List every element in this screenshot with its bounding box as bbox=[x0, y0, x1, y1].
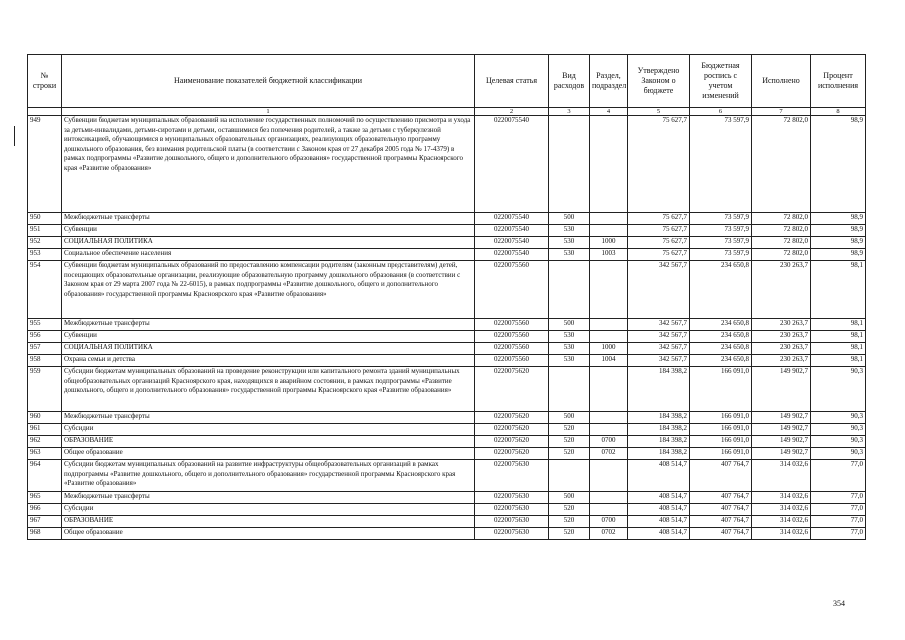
target-article-cell: 0220075620 bbox=[475, 424, 549, 436]
expense-type-cell: 500 bbox=[549, 492, 590, 504]
section-cell: 1003 bbox=[590, 249, 628, 261]
table-row bbox=[28, 225, 866, 237]
percent-cell: 98,1 bbox=[811, 319, 866, 331]
target-article-cell: 0220075540 bbox=[475, 213, 549, 225]
executed-amount-cell: 314 032,6 bbox=[752, 460, 811, 492]
executed-amount-cell: 314 032,6 bbox=[752, 504, 811, 516]
indicator-name-cell: Социальное обеспечение населения bbox=[62, 249, 475, 261]
indicator-name-cell: Субсидии бюджетам муниципальных образований на развитие инфраструктуры общеобразовательных организаций в рамках подпрограммы «Развитие дошкольного, общего и дополнительного образования» государственной программы Красноярского края «Развитие образования» bbox=[62, 460, 475, 492]
budget-execution-table bbox=[27, 54, 866, 540]
table-row bbox=[28, 504, 866, 516]
executed-amount-cell: 230 263,7 bbox=[752, 343, 811, 355]
approved-amount-cell: 184 398,2 bbox=[628, 448, 690, 460]
column-number: 7 bbox=[752, 108, 811, 116]
expense-type-cell: 520 bbox=[549, 436, 590, 448]
budget-list-amount-cell: 73 597,9 bbox=[690, 237, 752, 249]
section-cell bbox=[590, 367, 628, 412]
budget-list-amount-cell: 407 764,7 bbox=[690, 492, 752, 504]
header-section: Раздел, подраздел bbox=[590, 55, 628, 108]
budget-list-amount-cell: 166 091,0 bbox=[690, 436, 752, 448]
executed-amount-cell: 149 902,7 bbox=[752, 448, 811, 460]
executed-amount-cell: 72 802,0 bbox=[752, 225, 811, 237]
section-cell bbox=[590, 424, 628, 436]
column-number: 2 bbox=[475, 108, 549, 116]
row-number-cell: 964 bbox=[28, 460, 62, 492]
executed-amount-cell: 149 902,7 bbox=[752, 436, 811, 448]
indicator-name-cell: Субсидии bbox=[62, 504, 475, 516]
section-cell bbox=[590, 213, 628, 225]
expense-type-cell: 500 bbox=[549, 213, 590, 225]
table-row bbox=[28, 355, 866, 367]
percent-cell: 98,9 bbox=[811, 249, 866, 261]
executed-amount-cell: 230 263,7 bbox=[752, 331, 811, 343]
indicator-name-cell: Субвенции bbox=[62, 331, 475, 343]
section-cell bbox=[590, 331, 628, 343]
percent-cell: 90,3 bbox=[811, 424, 866, 436]
percent-cell: 98,1 bbox=[811, 343, 866, 355]
table-row bbox=[28, 516, 866, 528]
row-number-cell: 957 bbox=[28, 343, 62, 355]
section-cell bbox=[590, 319, 628, 331]
approved-amount-cell: 184 398,2 bbox=[628, 424, 690, 436]
header-row-number: № строки bbox=[28, 55, 62, 108]
executed-amount-cell: 72 802,0 bbox=[752, 249, 811, 261]
row-number-cell: 966 bbox=[28, 504, 62, 516]
expense-type-cell: 530 bbox=[549, 237, 590, 249]
executed-amount-cell: 72 802,0 bbox=[752, 116, 811, 213]
budget-list-amount-cell: 73 597,9 bbox=[690, 116, 752, 213]
header-executed: Исполнено bbox=[752, 55, 811, 108]
approved-amount-cell: 75 627,7 bbox=[628, 237, 690, 249]
indicator-name-cell: Субвенции бюджетам муниципальных образований по предоставлению компенсации родителям (законным представителям) детей, посещающих образовательные организации, реализующие образовательную программу дошкольного образования (в соответствии с Законом края от 29 марта 2007 года № 22-6015), в рамках подпрограммы «Развитие дошкольного, общего и дополнительного образования» государственной программы Красноярского края «Развитие образования» bbox=[62, 261, 475, 319]
column-number: 1 bbox=[62, 108, 475, 116]
percent-cell: 77,0 bbox=[811, 516, 866, 528]
percent-cell: 77,0 bbox=[811, 460, 866, 492]
approved-amount-cell: 75 627,7 bbox=[628, 116, 690, 213]
percent-cell: 77,0 bbox=[811, 528, 866, 540]
table-row bbox=[28, 412, 866, 424]
percent-cell: 77,0 bbox=[811, 492, 866, 504]
target-article-cell: 0220075630 bbox=[475, 492, 549, 504]
header-percent: Процент исполнения bbox=[811, 55, 866, 108]
budget-list-amount-cell: 73 597,9 bbox=[690, 225, 752, 237]
section-cell bbox=[590, 492, 628, 504]
target-article-cell: 0220075540 bbox=[475, 237, 549, 249]
table-row bbox=[28, 249, 866, 261]
approved-amount-cell: 75 627,7 bbox=[628, 213, 690, 225]
expense-type-cell: 500 bbox=[549, 319, 590, 331]
executed-amount-cell: 149 902,7 bbox=[752, 412, 811, 424]
row-number-cell: 949 bbox=[28, 116, 62, 213]
approved-amount-cell: 408 514,7 bbox=[628, 516, 690, 528]
row-number-cell: 955 bbox=[28, 319, 62, 331]
indicator-name-cell: Охрана семьи и детства bbox=[62, 355, 475, 367]
column-number bbox=[28, 108, 62, 116]
budget-list-amount-cell: 407 764,7 bbox=[690, 504, 752, 516]
target-article-cell: 0220075540 bbox=[475, 116, 549, 213]
target-article-cell: 0220075560 bbox=[475, 343, 549, 355]
expense-type-cell: 530 bbox=[549, 225, 590, 237]
row-number-cell: 963 bbox=[28, 448, 62, 460]
percent-cell: 90,3 bbox=[811, 412, 866, 424]
column-number: 6 bbox=[690, 108, 752, 116]
percent-cell: 98,9 bbox=[811, 225, 866, 237]
header-budget-list: Бюджетная роспись с учетом изменений bbox=[690, 55, 752, 108]
row-number-cell: 967 bbox=[28, 516, 62, 528]
target-article-cell: 0220075630 bbox=[475, 460, 549, 492]
header-expense-type: Вид расходов bbox=[549, 55, 590, 108]
expense-type-cell bbox=[549, 116, 590, 213]
table-row bbox=[28, 492, 866, 504]
expense-type-cell: 530 bbox=[549, 331, 590, 343]
indicator-name-cell: Субсидии бюджетам муниципальных образований на проведение реконструкции или капитального ремонта зданий муниципальных общеобразовательных организаций Красноярского края, находящихся в аварийном состоянии, в рамках подпрограммы «Развитие дошкольного, общего и дополнительного образования» государственной программы Красноярского края «Развитие образования» bbox=[62, 367, 475, 412]
percent-cell: 90,3 bbox=[811, 367, 866, 412]
target-article-cell: 0220075620 bbox=[475, 412, 549, 424]
target-article-cell: 0220075630 bbox=[475, 516, 549, 528]
indicator-name-cell: Межбюджетные трансферты bbox=[62, 412, 475, 424]
header-target-article: Целевая статья bbox=[475, 55, 549, 108]
approved-amount-cell: 408 514,7 bbox=[628, 504, 690, 516]
column-number: 4 bbox=[590, 108, 628, 116]
section-cell: 1004 bbox=[590, 355, 628, 367]
budget-list-amount-cell: 166 091,0 bbox=[690, 448, 752, 460]
row-number-cell: 950 bbox=[28, 213, 62, 225]
indicator-name-cell: Общее образование bbox=[62, 448, 475, 460]
executed-amount-cell: 314 032,6 bbox=[752, 492, 811, 504]
section-cell bbox=[590, 504, 628, 516]
indicator-name-cell: Межбюджетные трансферты bbox=[62, 492, 475, 504]
row-number-cell: 965 bbox=[28, 492, 62, 504]
target-article-cell: 0220075560 bbox=[475, 355, 549, 367]
budget-list-amount-cell: 166 091,0 bbox=[690, 367, 752, 412]
approved-amount-cell: 184 398,2 bbox=[628, 412, 690, 424]
target-article-cell: 0220075620 bbox=[475, 448, 549, 460]
budget-list-amount-cell: 73 597,9 bbox=[690, 249, 752, 261]
column-number: 8 bbox=[811, 108, 866, 116]
target-article-cell: 0220075630 bbox=[475, 528, 549, 540]
table-row bbox=[28, 331, 866, 343]
section-cell bbox=[590, 261, 628, 319]
table-row bbox=[28, 528, 866, 540]
indicator-name-cell: ОБРАЗОВАНИЕ bbox=[62, 516, 475, 528]
section-cell: 0700 bbox=[590, 436, 628, 448]
percent-cell: 98,9 bbox=[811, 213, 866, 225]
approved-amount-cell: 342 567,7 bbox=[628, 319, 690, 331]
budget-list-amount-cell: 234 650,8 bbox=[690, 331, 752, 343]
expense-type-cell: 520 bbox=[549, 516, 590, 528]
approved-amount-cell: 342 567,7 bbox=[628, 261, 690, 319]
approved-amount-cell: 408 514,7 bbox=[628, 460, 690, 492]
executed-amount-cell: 314 032,6 bbox=[752, 516, 811, 528]
row-number-cell: 951 bbox=[28, 225, 62, 237]
header-approved: Утверждено Законом о бюджете bbox=[628, 55, 690, 108]
row-number-cell: 962 bbox=[28, 436, 62, 448]
target-article-cell: 0220075560 bbox=[475, 319, 549, 331]
executed-amount-cell: 72 802,0 bbox=[752, 237, 811, 249]
percent-cell: 98,1 bbox=[811, 261, 866, 319]
table-row bbox=[28, 261, 866, 319]
expense-type-cell bbox=[549, 261, 590, 319]
table-row bbox=[28, 116, 866, 213]
target-article-cell: 0220075620 bbox=[475, 367, 549, 412]
percent-cell: 77,0 bbox=[811, 504, 866, 516]
expense-type-cell: 520 bbox=[549, 504, 590, 516]
budget-list-amount-cell: 407 764,7 bbox=[690, 516, 752, 528]
approved-amount-cell: 342 567,7 bbox=[628, 355, 690, 367]
percent-cell: 90,3 bbox=[811, 436, 866, 448]
budget-list-amount-cell: 234 650,8 bbox=[690, 355, 752, 367]
budget-list-amount-cell: 166 091,0 bbox=[690, 424, 752, 436]
indicator-name-cell: Межбюджетные трансферты bbox=[62, 213, 475, 225]
expense-type-cell: 500 bbox=[549, 412, 590, 424]
target-article-cell: 0220075560 bbox=[475, 331, 549, 343]
table-row bbox=[28, 343, 866, 355]
indicator-name-cell: Субвенции bbox=[62, 225, 475, 237]
percent-cell: 98,1 bbox=[811, 331, 866, 343]
approved-amount-cell: 342 567,7 bbox=[628, 343, 690, 355]
table-row bbox=[28, 213, 866, 225]
percent-cell: 98,9 bbox=[811, 116, 866, 213]
target-article-cell: 0220075620 bbox=[475, 436, 549, 448]
percent-cell: 98,1 bbox=[811, 355, 866, 367]
row-number-cell: 953 bbox=[28, 249, 62, 261]
budget-list-amount-cell: 407 764,7 bbox=[690, 528, 752, 540]
table-row bbox=[28, 436, 866, 448]
section-cell bbox=[590, 225, 628, 237]
executed-amount-cell: 230 263,7 bbox=[752, 355, 811, 367]
indicator-name-cell: СОЦИАЛЬНАЯ ПОЛИТИКА bbox=[62, 237, 475, 249]
target-article-cell: 0220075560 bbox=[475, 261, 549, 319]
executed-amount-cell: 314 032,6 bbox=[752, 528, 811, 540]
indicator-name-cell: Общее образование bbox=[62, 528, 475, 540]
executed-amount-cell: 149 902,7 bbox=[752, 367, 811, 412]
margin-mark bbox=[14, 126, 15, 146]
table-row bbox=[28, 367, 866, 412]
header-indicator-name: Наименование показателей бюджетной классификации bbox=[62, 55, 475, 108]
row-number-cell: 956 bbox=[28, 331, 62, 343]
indicator-name-cell: Межбюджетные трансферты bbox=[62, 319, 475, 331]
page-number: 354 bbox=[833, 599, 845, 608]
approved-amount-cell: 75 627,7 bbox=[628, 249, 690, 261]
row-number-cell: 954 bbox=[28, 261, 62, 319]
approved-amount-cell: 75 627,7 bbox=[628, 225, 690, 237]
row-number-cell: 961 bbox=[28, 424, 62, 436]
section-cell bbox=[590, 412, 628, 424]
target-article-cell: 0220075540 bbox=[475, 249, 549, 261]
row-number-cell: 952 bbox=[28, 237, 62, 249]
expense-type-cell bbox=[549, 460, 590, 492]
table-header-row bbox=[28, 55, 866, 108]
table-row bbox=[28, 319, 866, 331]
budget-list-amount-cell: 73 597,9 bbox=[690, 213, 752, 225]
budget-list-amount-cell: 166 091,0 bbox=[690, 412, 752, 424]
row-number-cell: 968 bbox=[28, 528, 62, 540]
indicator-name-cell: ОБРАЗОВАНИЕ bbox=[62, 436, 475, 448]
table-row bbox=[28, 237, 866, 249]
approved-amount-cell: 184 398,2 bbox=[628, 436, 690, 448]
budget-list-amount-cell: 407 764,7 bbox=[690, 460, 752, 492]
column-number: 3 bbox=[549, 108, 590, 116]
approved-amount-cell: 408 514,7 bbox=[628, 492, 690, 504]
section-cell: 0702 bbox=[590, 448, 628, 460]
section-cell: 1000 bbox=[590, 343, 628, 355]
budget-list-amount-cell: 234 650,8 bbox=[690, 261, 752, 319]
target-article-cell: 0220075540 bbox=[475, 225, 549, 237]
indicator-name-cell: СОЦИАЛЬНАЯ ПОЛИТИКА bbox=[62, 343, 475, 355]
expense-type-cell: 520 bbox=[549, 424, 590, 436]
table-row bbox=[28, 460, 866, 492]
section-cell bbox=[590, 460, 628, 492]
executed-amount-cell: 149 902,7 bbox=[752, 424, 811, 436]
table-row bbox=[28, 448, 866, 460]
expense-type-cell: 530 bbox=[549, 249, 590, 261]
section-cell: 1000 bbox=[590, 237, 628, 249]
approved-amount-cell: 408 514,7 bbox=[628, 528, 690, 540]
row-number-cell: 960 bbox=[28, 412, 62, 424]
indicator-name-cell: Субвенции бюджетам муниципальных образований на исполнение государственных полномочий по осуществлению присмотра и ухода за детьми-инвалидами, детьми-сиротами и детьми, оставшимися без попечения родителей, а также за детьми с туберкулезной интоксикацией, обучающимися в муниципальных образовательных организациях, реализующих образовательную программу дошкольного образования, без взимания родительской платы (в соответствии с Законом края от 27 декабря 2005 года № 17-4379) в рамках подпрограммы «Развитие дошкольного, общего и дополнительного образования» государственной программы Красноярского края «Развитие образования» bbox=[62, 116, 475, 213]
table-row bbox=[28, 424, 866, 436]
section-cell: 0700 bbox=[590, 516, 628, 528]
expense-type-cell bbox=[549, 367, 590, 412]
approved-amount-cell: 342 567,7 bbox=[628, 331, 690, 343]
column-number: 5 bbox=[628, 108, 690, 116]
row-number-cell: 959 bbox=[28, 367, 62, 412]
expense-type-cell: 520 bbox=[549, 528, 590, 540]
section-cell bbox=[590, 116, 628, 213]
expense-type-cell: 530 bbox=[549, 355, 590, 367]
column-numbers-row bbox=[28, 108, 866, 116]
budget-list-amount-cell: 234 650,8 bbox=[690, 319, 752, 331]
expense-type-cell: 530 bbox=[549, 343, 590, 355]
indicator-name-cell: Субсидии bbox=[62, 424, 475, 436]
percent-cell: 90,3 bbox=[811, 448, 866, 460]
row-number-cell: 958 bbox=[28, 355, 62, 367]
expense-type-cell: 520 bbox=[549, 448, 590, 460]
executed-amount-cell: 230 263,7 bbox=[752, 319, 811, 331]
executed-amount-cell: 72 802,0 bbox=[752, 213, 811, 225]
target-article-cell: 0220075630 bbox=[475, 504, 549, 516]
executed-amount-cell: 230 263,7 bbox=[752, 261, 811, 319]
budget-list-amount-cell: 234 650,8 bbox=[690, 343, 752, 355]
section-cell: 0702 bbox=[590, 528, 628, 540]
approved-amount-cell: 184 398,2 bbox=[628, 367, 690, 412]
percent-cell: 98,9 bbox=[811, 237, 866, 249]
